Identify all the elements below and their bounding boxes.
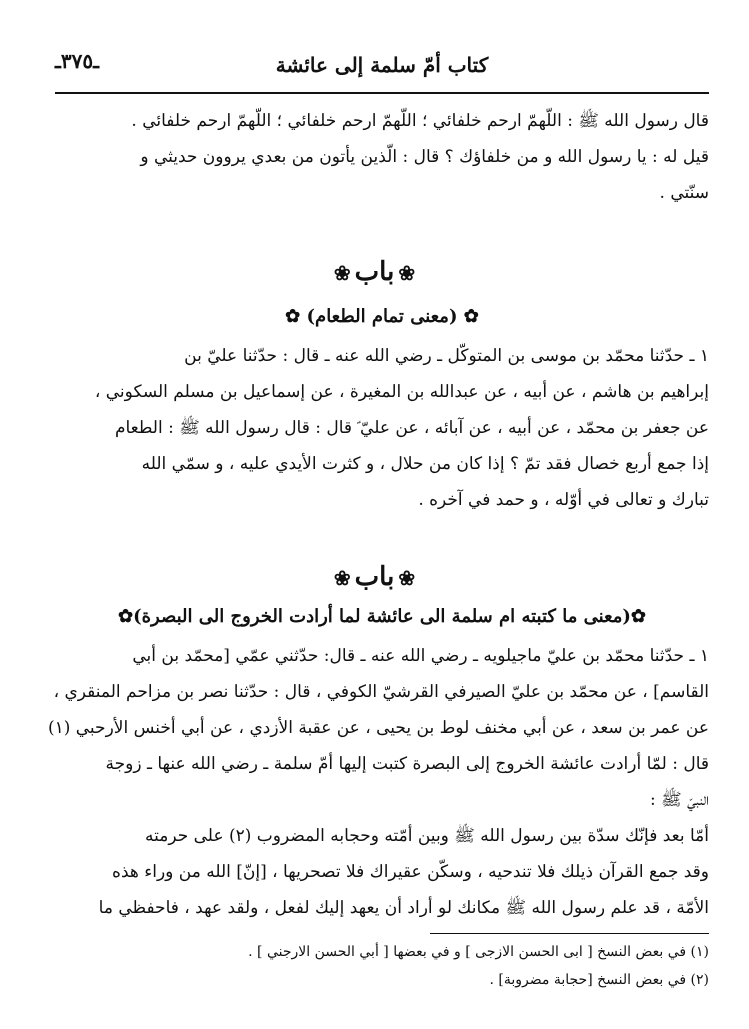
ornament-icon: ❀ [333, 261, 351, 285]
footnote: (٢) في بعض النسخ [حجابة مضروبة] . [489, 972, 709, 988]
text-line: ١ ـ حدّثنا محمّد بن موسى بن المتوكّل ـ رضي الله عنه ـ قال : حدّثنا عليّ بن [184, 346, 709, 366]
text-line: قال : لمّا أرادت عائشة الخروج إلى البصرة كتبت إليها أمّ سلمة ـ رضي الله عنها ـ زوجة [105, 754, 709, 774]
text-line: إبراهيم بن هاشم ، عن أبيه ، عن عبدالله بن المغيرة ، عن إسماعيل بن مسلم السكوني ، [94, 382, 709, 402]
star-icon: ✿ [285, 306, 307, 327]
star-icon: ✿ [630, 606, 646, 627]
text-line: النبيّ ﷺ : [650, 790, 709, 810]
hadith-paragraph [47, 638, 709, 926]
text-line: عن جعفر بن محمّد ، عن أبيه ، عن آبائه ، عن عليّ ؑ قال : قال رسول الله ﷺ : الطعام [114, 418, 709, 438]
text-line: عن عمر بن سعد ، عن أبي مخنف لوط بن يحيى ، عن عقبة الأزدي ، عن أبي أخنس الأرحبي (١) [47, 718, 709, 738]
text-line: وقد جمع القرآن ذيلك فلا تندحيه ، وسكّن عقيراك فلا تصحريها ، [إنّ] الله من وراء هذه [112, 862, 709, 882]
section-subtitle: ✿ (معنى تمام الطعام) ✿ [285, 306, 479, 327]
ornament-icon: ❀ [333, 566, 351, 590]
section-subtitle: ✿(معنى ما كتبته ام سلمة الى عائشة لما أرادت الخروج الى البصرة)✿ [118, 606, 646, 627]
ornament-icon: ❀ [398, 261, 416, 285]
ornament-icon: ❀ [398, 566, 416, 590]
text-line: تبارك و تعالى في أوّله ، و حمد في آخره . [418, 490, 709, 510]
text-line: الأمّة ، قد علم رسول الله ﷺ مكانك لو أراد أن يعهد إليك لفعل ، ولقد عهد ، فاحفظي ما [98, 898, 709, 918]
footnote-rule [430, 933, 709, 934]
footnotes [55, 938, 709, 994]
text-line: ١ ـ حدّثنا محمّد بن عليّ ماجيلويه ـ رضي الله عنه ـ قال: حدّثني عمّي [محمّد بن أبي [132, 646, 709, 666]
text-line: سنّتي . [659, 183, 709, 203]
section-heading: ❀باب❀ [333, 562, 416, 592]
page-number: ـ٣٧٥ـ [55, 49, 99, 73]
text-line: إذا جمع أربع خصال فقد تمّ ؟ إذا كان من حلال ، و كثرت الأيدي عليه ، و سمّي الله [141, 454, 709, 474]
header-rule [55, 92, 709, 94]
text-line: القاسم] ، عن محمّد بن عليّ الصيرفي القرشيّ الكوفي ، قال : حدّثنا نصر بن مزاحم المنقري ، [53, 682, 709, 702]
page-header [55, 45, 709, 85]
intro-paragraph [55, 103, 709, 211]
star-icon: ✿ [118, 606, 134, 627]
hadith-paragraph [55, 338, 709, 518]
text-line: قال رسول الله ﷺ : اللّهمّ ارحم خلفائي ؛ اللّهمّ ارحم خلفائي ؛ اللّهمّ ارحم خلفائي . [131, 111, 709, 131]
star-icon: ✿ [457, 306, 479, 327]
running-title: كتاب أمّ سلمة إلى عائشة [275, 53, 489, 77]
text-line: قيل له : يا رسول الله و من خلفاؤك ؟ قال : الّذين يأتون من بعدي يروون حديثي و [140, 147, 709, 167]
footnote: (١) في بعض النسخ [ ابى الحسن الازجى ] و في بعضها [ أبي الحسن الارجني ] . [248, 944, 709, 960]
section-heading: ❀باب❀ [333, 257, 416, 287]
text-line: أمّا بعد فإنّك سدّة بين رسول الله ﷺ وبين أمّته وحجابه المضروب (٢) على حرمته [145, 826, 709, 846]
